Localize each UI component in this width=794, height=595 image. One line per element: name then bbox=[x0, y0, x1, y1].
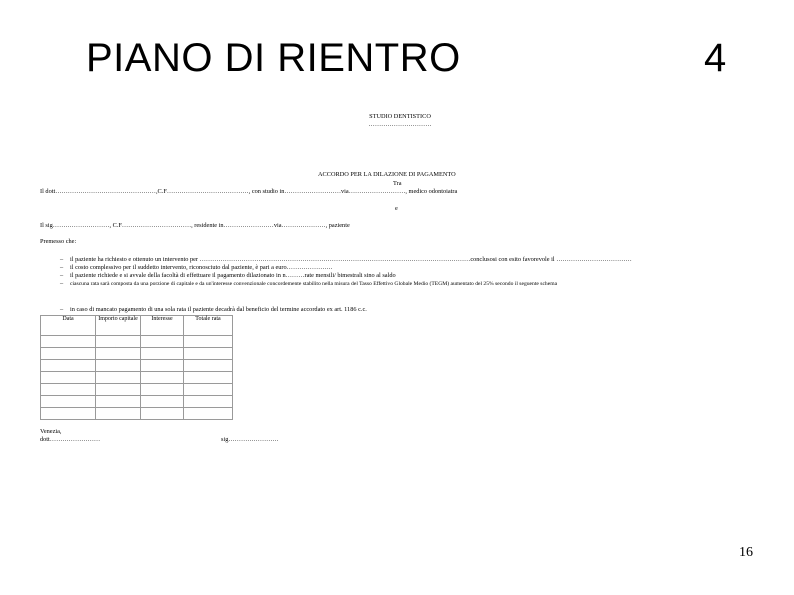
table-row bbox=[41, 336, 233, 348]
table-row bbox=[41, 384, 233, 396]
table-cell bbox=[141, 336, 184, 348]
doc-dott-sign: dott…………………… bbox=[40, 436, 101, 443]
table-cell bbox=[96, 372, 141, 384]
table-cell bbox=[96, 360, 141, 372]
slide-title: PIANO DI RIENTRO bbox=[86, 36, 461, 80]
bullet-mark: – bbox=[60, 272, 64, 279]
table-cell bbox=[41, 336, 96, 348]
table-cell bbox=[184, 348, 233, 360]
doc-header-dots: ………………………… bbox=[368, 121, 432, 128]
table-cell bbox=[41, 348, 96, 360]
table-cell bbox=[184, 336, 233, 348]
doc-bullet-1: il paziente ha richiesto e ottenuto un intervento per …………………………………………………………………………………………………………………conclusosi con esito favorevole il ……………………………… bbox=[70, 256, 632, 263]
doc-place: Venezia, bbox=[40, 428, 62, 435]
table-header-totale: Totale rata bbox=[184, 316, 233, 336]
table-cell bbox=[96, 408, 141, 420]
table-cell bbox=[141, 372, 184, 384]
doc-bullet-4: ciascuna rata sarà composta da una porzione di capitale e da un'interesse convenzionale concordemente stabilito nella misura del Tasso Effettivo Globale Medio (TEGM) aumentato del 25% secondo il seguente schema bbox=[70, 281, 558, 287]
payment-schedule-table bbox=[40, 315, 233, 420]
doc-header: STUDIO DENTISTICO bbox=[369, 113, 431, 120]
doc-bullet-3: il paziente richiede e si avvale della facoltà di effettuare il pagamento dilazionato in n………rate mensili/ bimestrali sino al saldo bbox=[70, 272, 396, 279]
table-cell bbox=[41, 384, 96, 396]
doc-sig-sign: sig…………………… bbox=[221, 436, 279, 443]
table-cell bbox=[41, 408, 96, 420]
table-cell bbox=[96, 396, 141, 408]
table-row bbox=[41, 396, 233, 408]
doc-title: ACCORDO PER LA DILAZIONE DI PAGAMENTO bbox=[318, 171, 456, 178]
table-cell bbox=[141, 408, 184, 420]
bullet-mark: – bbox=[60, 264, 64, 271]
table-cell bbox=[141, 384, 184, 396]
table-cell bbox=[96, 336, 141, 348]
table-header-data: Data bbox=[41, 316, 96, 336]
table-row bbox=[41, 348, 233, 360]
page-number: 16 bbox=[739, 545, 753, 560]
slide-section-number: 4 bbox=[704, 36, 727, 80]
table-row bbox=[41, 372, 233, 384]
table-cell bbox=[96, 348, 141, 360]
table-cell bbox=[41, 360, 96, 372]
table-cell bbox=[184, 384, 233, 396]
table-cell bbox=[41, 372, 96, 384]
table-cell bbox=[141, 348, 184, 360]
bullet-mark: – bbox=[60, 256, 64, 263]
table-header-interesse: Interesse bbox=[141, 316, 184, 336]
table-cell bbox=[141, 396, 184, 408]
table-row bbox=[41, 360, 233, 372]
table-header-importo: Importo capitale bbox=[96, 316, 141, 336]
doc-line-sig: Il sig………………………, C.F……………………………, residente in……………………via…………………, paziente bbox=[40, 222, 350, 229]
table-cell bbox=[41, 396, 96, 408]
table-cell bbox=[96, 384, 141, 396]
doc-e: e bbox=[395, 205, 398, 212]
table-cell bbox=[141, 360, 184, 372]
doc-line-dott: Il dott…………………………………………,C.F…………………………………, con studio in………………………via………………………, medico odontoiatra bbox=[40, 188, 458, 195]
doc-tra: Tra bbox=[393, 180, 402, 187]
doc-premesso: Premesso che: bbox=[40, 238, 77, 245]
bullet-mark: – bbox=[60, 306, 64, 313]
table-cell bbox=[184, 372, 233, 384]
table-cell bbox=[184, 408, 233, 420]
bullet-mark: – bbox=[60, 280, 64, 287]
table-row bbox=[41, 408, 233, 420]
doc-bullet-5: in caso di mancato pagamento di una sola rata il paziente decadrà dal beneficio del termine accordato ex art. 1186 c.c. bbox=[70, 306, 367, 313]
table-cell bbox=[184, 360, 233, 372]
table-cell bbox=[184, 396, 233, 408]
doc-bullet-2: il costo complessivo per il suddetto intervento, riconosciuto dal paziente, è pari a euro…………………. bbox=[70, 264, 333, 271]
